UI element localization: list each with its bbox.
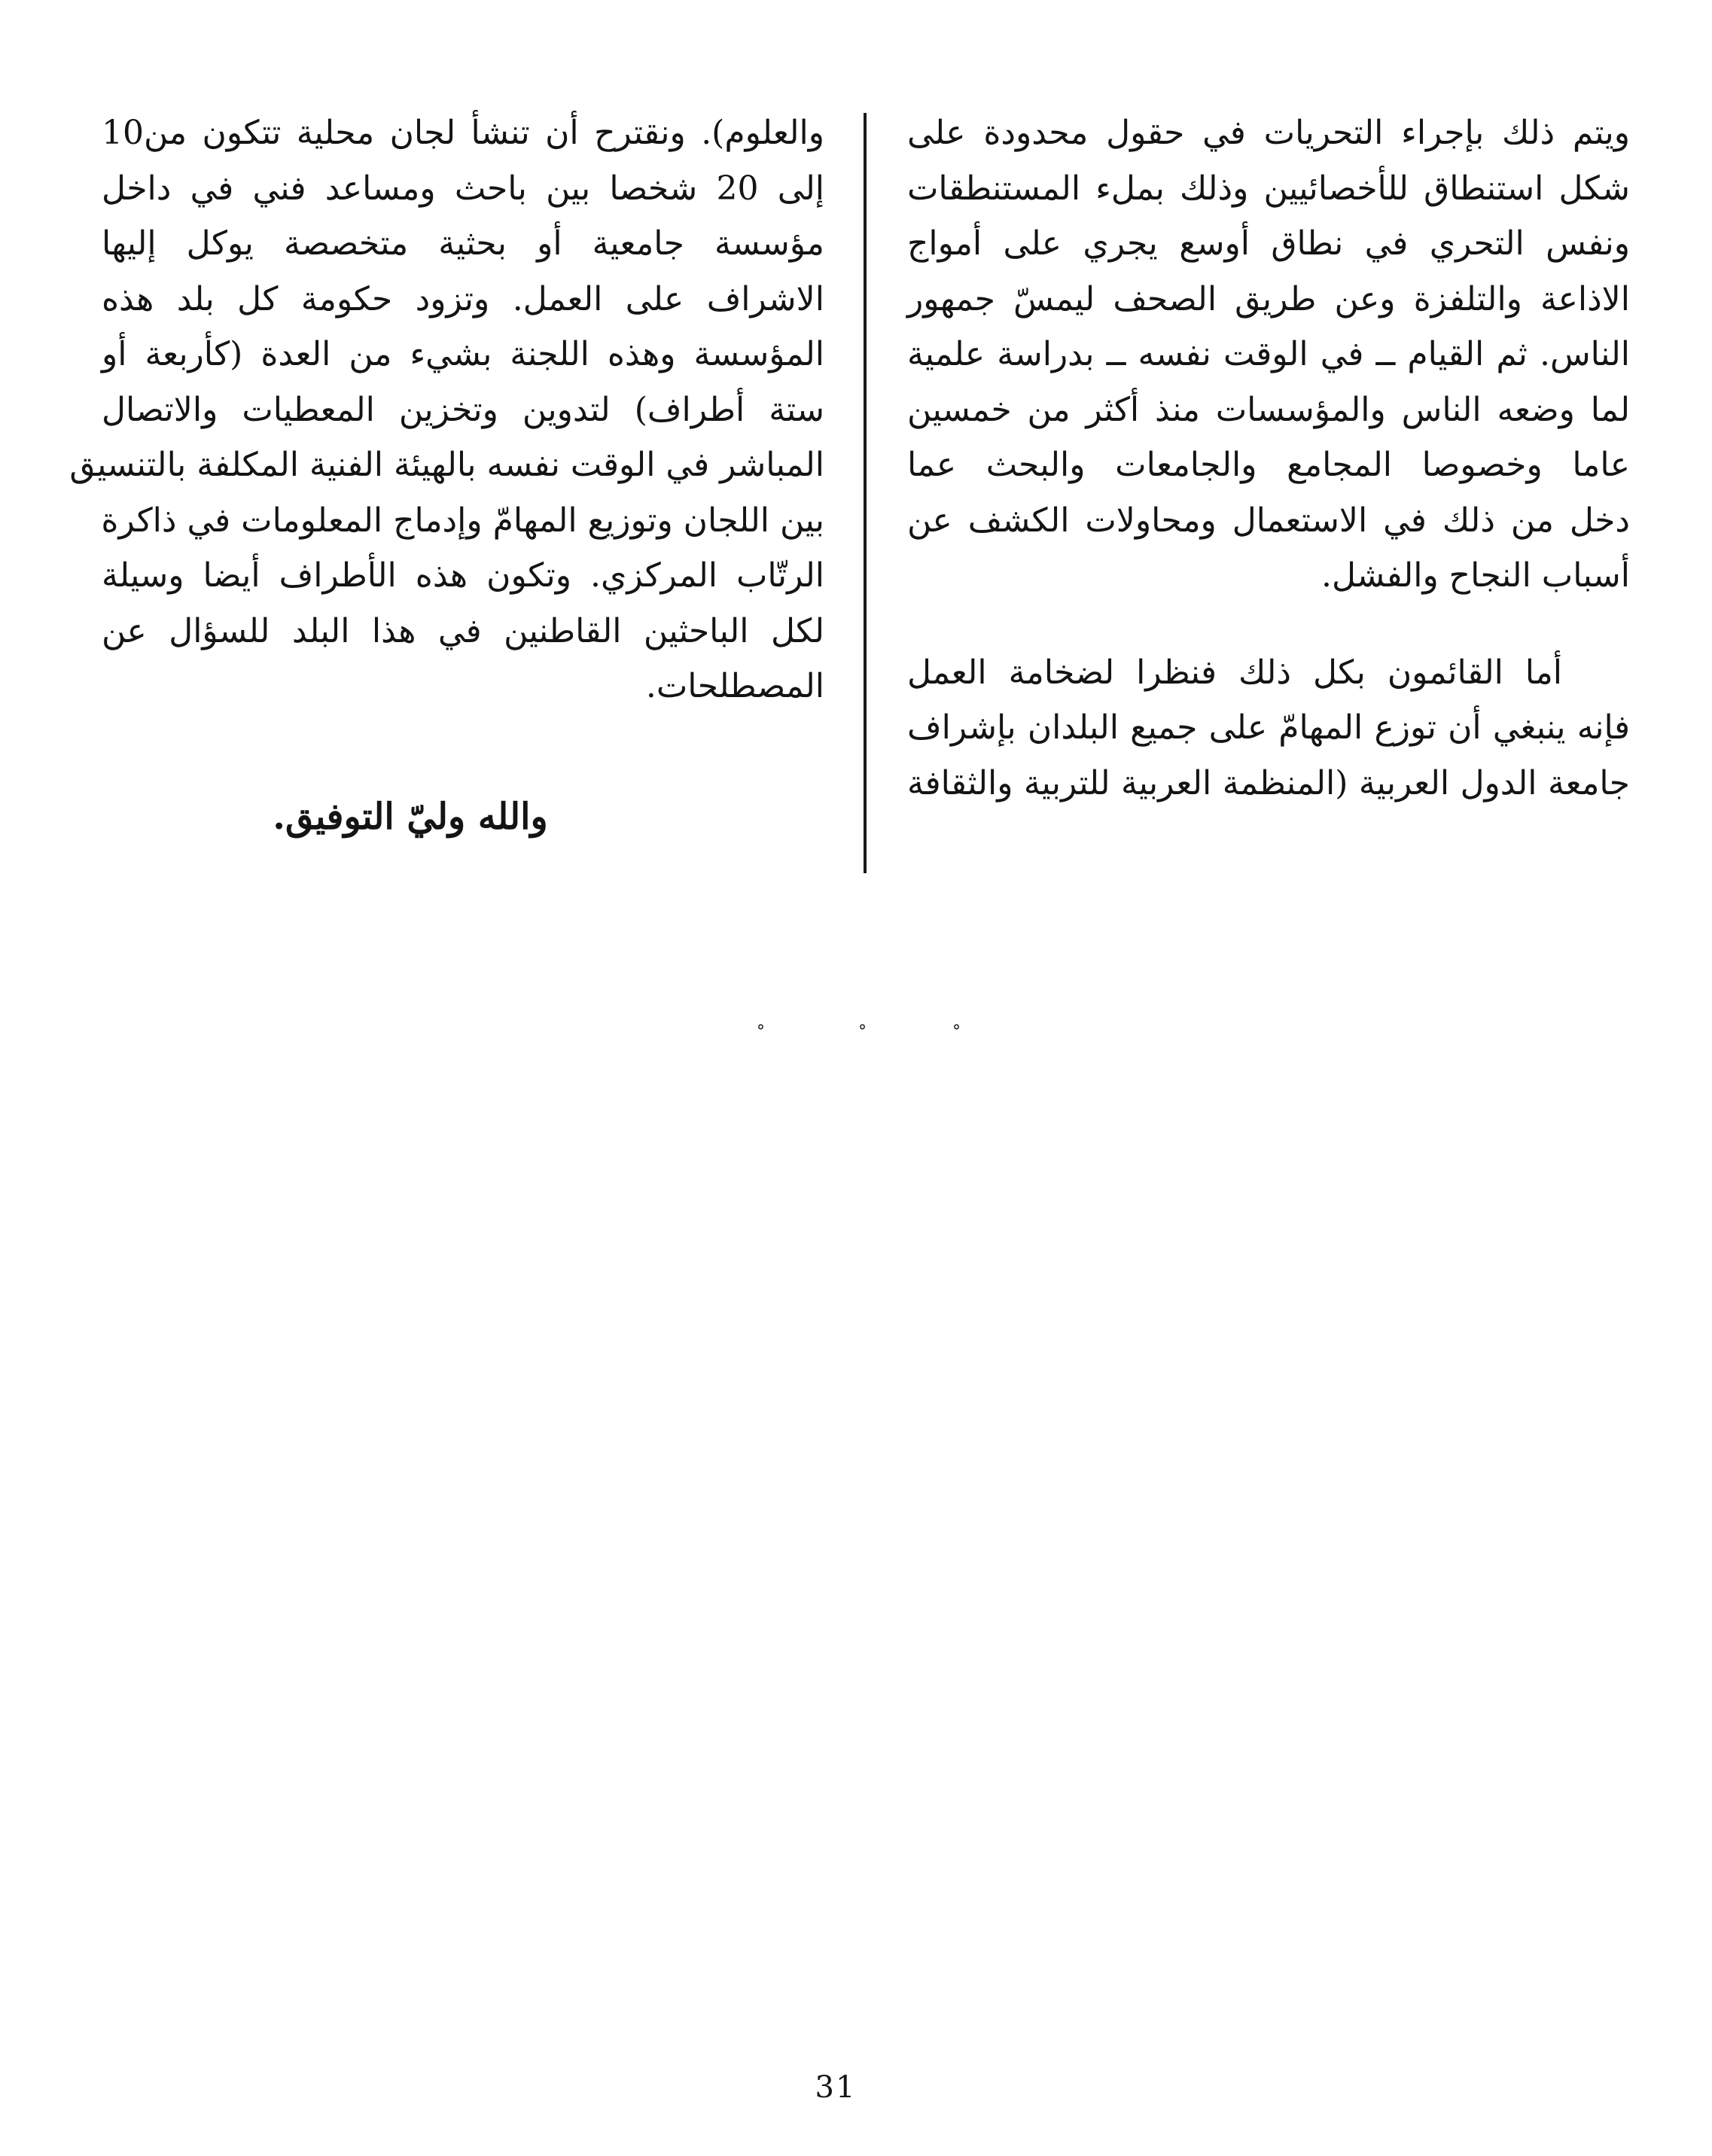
text-line: إلى 20 شخصا بين باحث ومساعد فني في داخل	[102, 169, 824, 208]
text-line: عاما وخصوصا المجامع والجامعات والبحث عما	[907, 446, 1630, 484]
text-line: الرتّاب المركزي. وتكون هذه الأطراف أيضا وسيلة	[102, 556, 824, 595]
text-line: لما وضعه الناس والمؤسسات منذ أكثر من خمسين	[907, 390, 1630, 429]
text-line: المؤسسة وهذه اللجنة بشيء من العدة (كأربعة أو	[102, 335, 824, 373]
text-line: الاشراف على العمل. وتزود حكومة كل بلد هذه	[102, 279, 824, 318]
text-line: ونفس التحري في نطاق أوسع يجري على أمواج	[907, 224, 1630, 263]
section-ornament	[745, 1024, 971, 1054]
text-line: جامعة الدول العربية (المنظمة العربية للتربية والثقافة	[907, 763, 1630, 802]
column-divider	[864, 113, 867, 873]
paragraph-1	[907, 105, 1630, 604]
text-line: والعلوم). ونقترح أن تنشأ لجان محلية تتكون من10	[102, 114, 824, 152]
text-line: المصطلحات.	[645, 667, 824, 705]
text-line: أسباب النجاح والفشل.	[1321, 556, 1630, 595]
text-line: بين اللجان وتوزيع المهامّ وإدماج المعلومات في ذاكرة	[101, 501, 824, 540]
text-line: شكل استنطاق للأخصائيين وذلك بملء المستنطقات	[907, 169, 1630, 208]
page-number: 31	[815, 2070, 857, 2105]
ornament-symbol: °	[757, 1022, 765, 1041]
text-line: الناس. ثم القيام ــ في الوقت نفسه ــ بدراسة علمية	[907, 335, 1631, 373]
text-line: مؤسسة جامعية أو بحثية متخصصة يوكل إليها	[102, 224, 824, 263]
text-line: المباشر في الوقت نفسه بالهيئة الفنية المكلفة بالتنسيق	[69, 446, 824, 484]
text-line: ستة أطراف) لتدوين وتخزين المعطيات والاتصال	[102, 390, 824, 429]
text-line: أما القائمون بكل ذلك فنظرا لضخامة العمل	[907, 653, 1562, 692]
text-line: ويتم ذلك بإجراء التحريات في حقول محدودة على	[907, 114, 1630, 152]
ornament-symbol: °	[952, 1022, 961, 1041]
text-line: الاذاعة والتلفزة وعن طريق الصحف ليمسّ جمهور	[907, 279, 1630, 318]
text-line: لكل الباحثين القاطنين في هذا البلد للسؤال عن	[102, 611, 824, 650]
text-line: دخل من ذلك في الاستعمال ومحاولات الكشف عن	[907, 501, 1630, 540]
paragraph-3	[69, 105, 824, 714]
text-line: فإنه ينبغي أن توزع المهامّ على جميع البلدان بإشراف	[907, 708, 1630, 747]
closing-line: والله وليّ التوفيق.	[273, 796, 548, 838]
right-column	[907, 105, 1630, 811]
ornament-symbol: °	[858, 1022, 867, 1041]
paragraph-2	[907, 645, 1630, 812]
left-column	[69, 105, 824, 714]
